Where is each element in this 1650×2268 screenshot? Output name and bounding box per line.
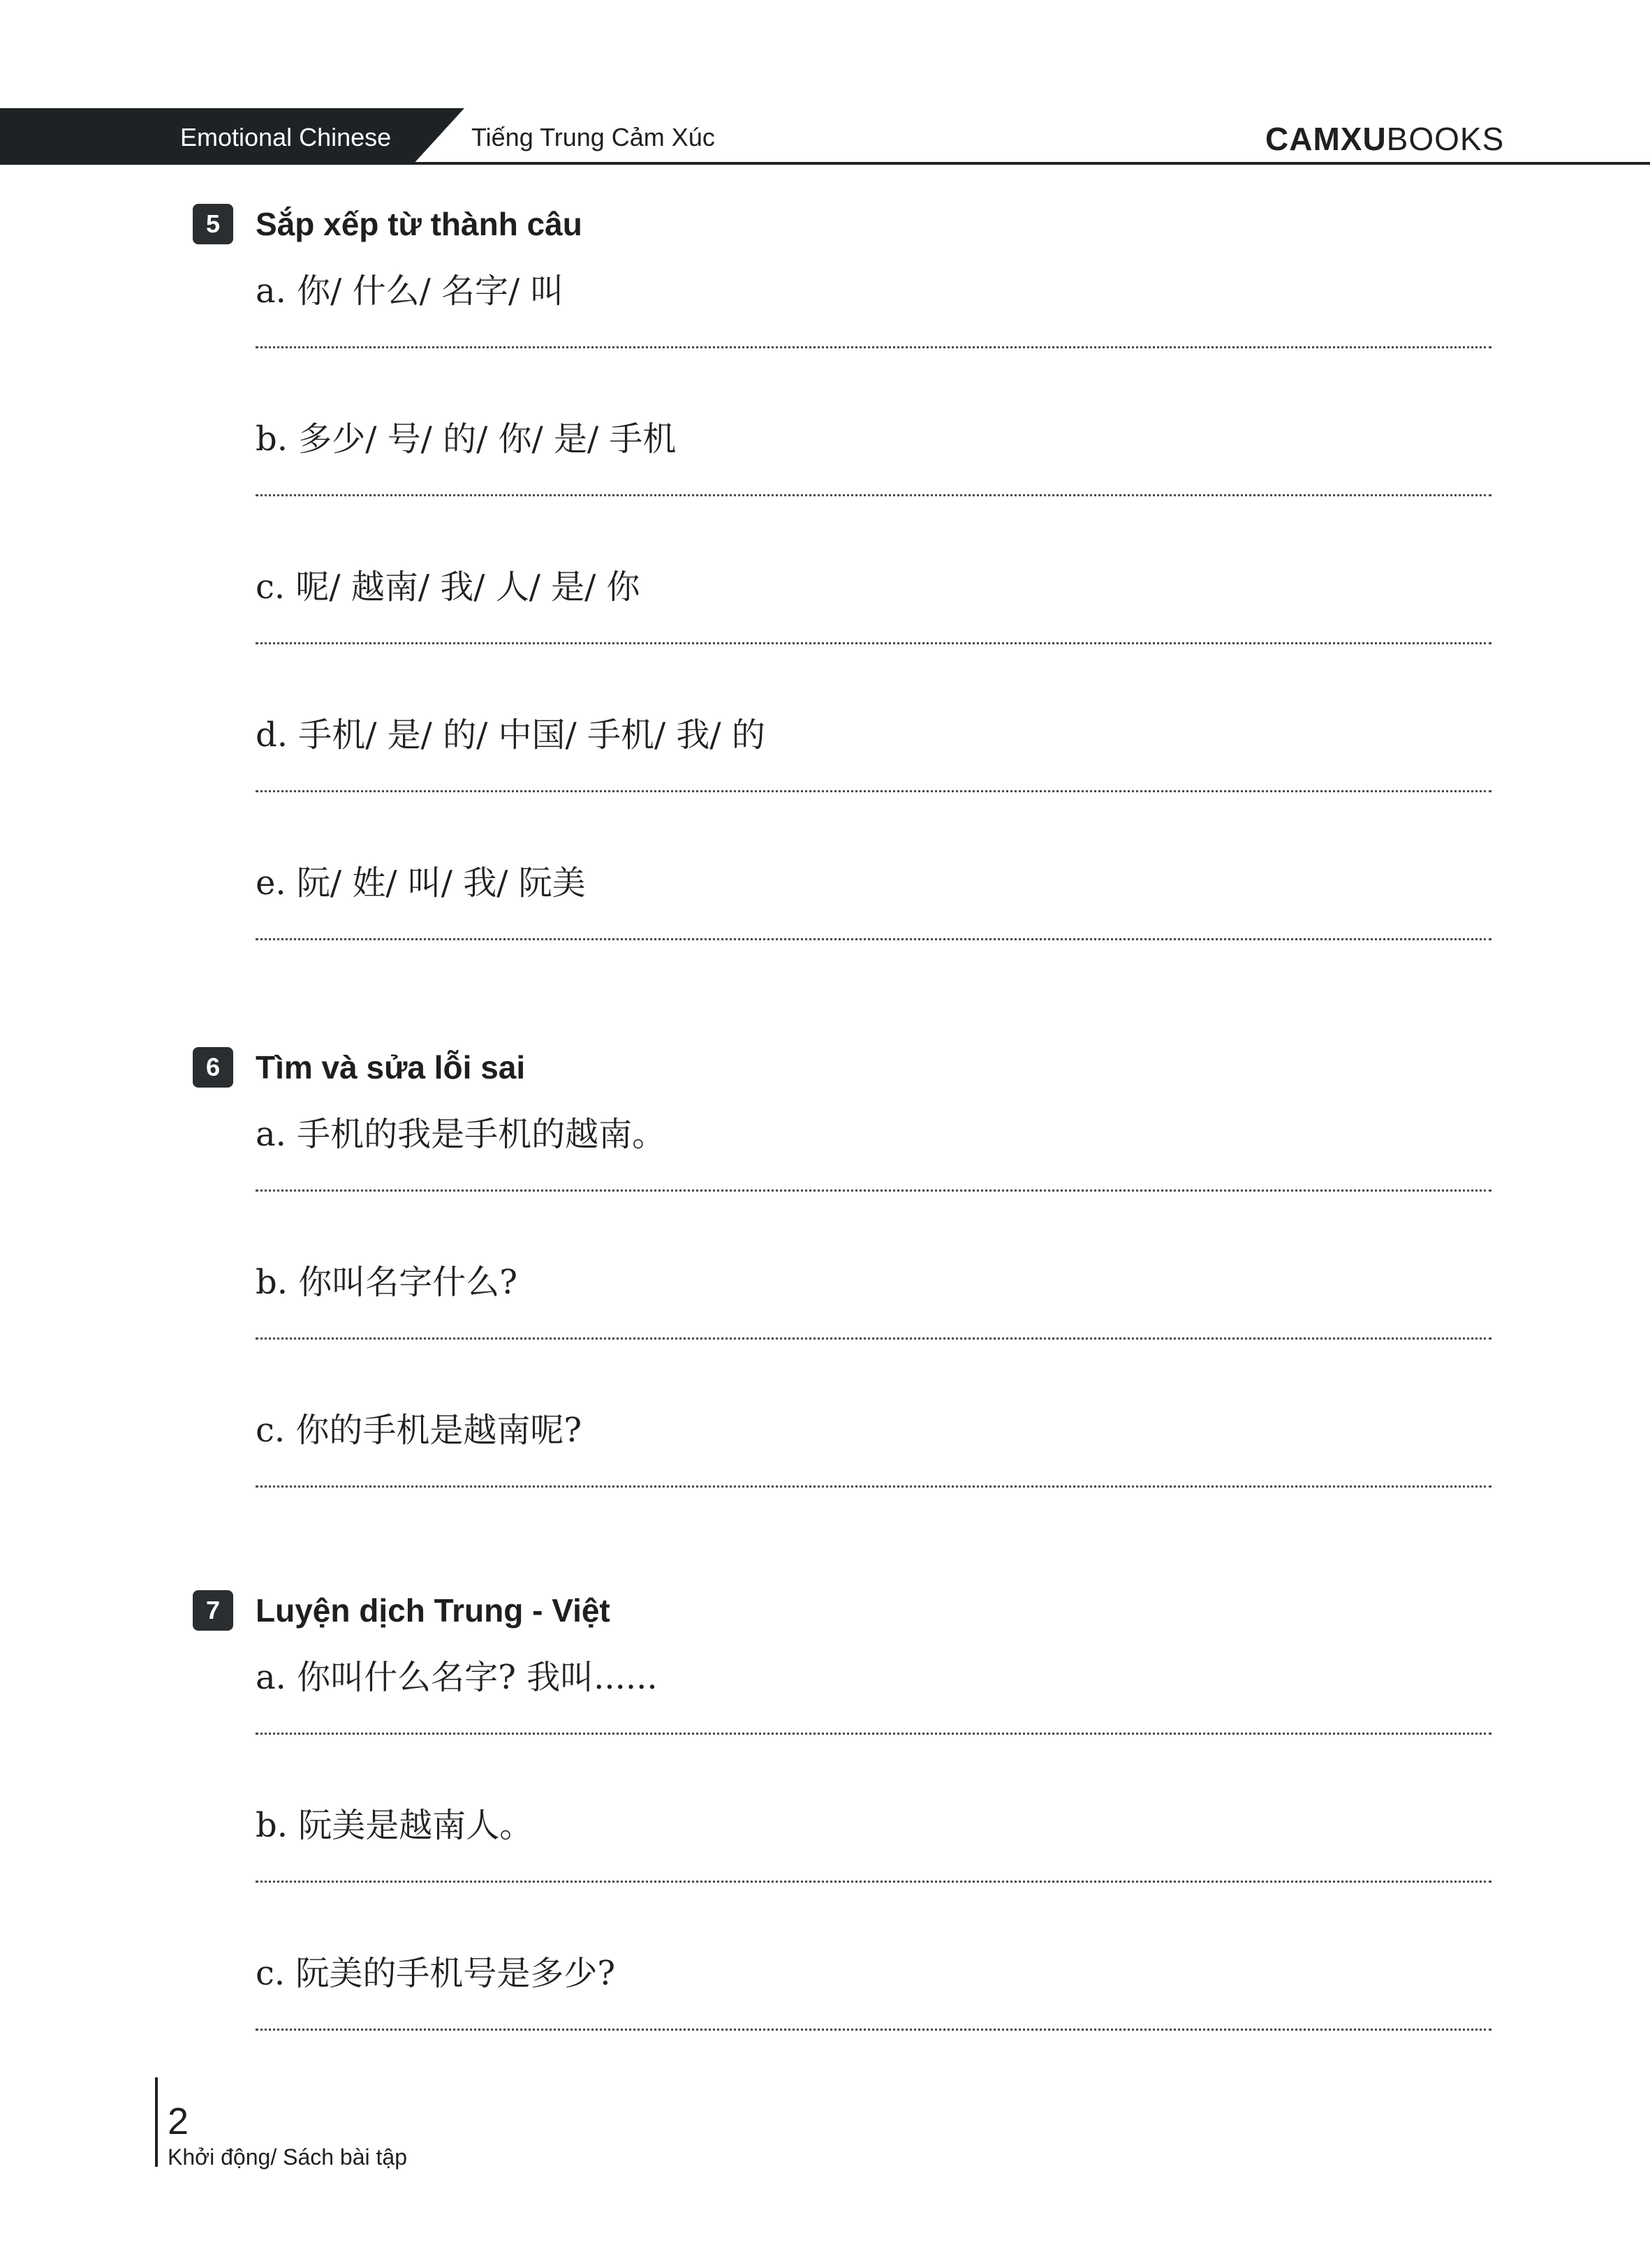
brand-logo-light: BOOKS bbox=[1386, 121, 1505, 157]
header-subtitle: Tiếng Trung Cảm Xúc bbox=[471, 123, 715, 151]
header-rule bbox=[0, 162, 1650, 165]
section-number-badge: 5 bbox=[193, 204, 233, 244]
brand-logo bbox=[1265, 120, 1504, 158]
answer-line[interactable] bbox=[256, 1337, 1491, 1340]
section-heading bbox=[193, 204, 1491, 249]
exercise-section-7 bbox=[193, 1590, 1491, 2079]
exercise-item bbox=[193, 692, 1491, 840]
exercise-item bbox=[193, 396, 1491, 544]
exercise-section-6 bbox=[193, 1047, 1491, 1536]
brand-logo-bold: CAMXU bbox=[1265, 121, 1387, 157]
exercise-item bbox=[193, 1931, 1491, 2079]
exercise-prompt: a. 你/ 什么/ 名字/ 叫 bbox=[256, 272, 564, 311]
section-heading bbox=[193, 1590, 1491, 1635]
exercise-item bbox=[193, 249, 1491, 396]
exercise-section-5 bbox=[193, 204, 1491, 988]
section-title: Tìm và sửa lỗi sai bbox=[256, 1049, 526, 1085]
footer-divider bbox=[155, 2077, 158, 2167]
exercise-prompt: a. 手机的我是手机的越南。 bbox=[256, 1115, 666, 1154]
exercise-item bbox=[193, 1388, 1491, 1536]
exercise-prompt: b. 你叫名字什么? bbox=[256, 1263, 517, 1302]
section-number-badge: 7 bbox=[193, 1590, 233, 1631]
exercise-item bbox=[193, 544, 1491, 692]
exercise-prompt: b. 阮美是越南人。 bbox=[256, 1806, 533, 1845]
answer-line[interactable] bbox=[256, 1189, 1491, 1192]
exercise-prompt: c. 阮美的手机号是多少? bbox=[256, 1954, 616, 1993]
header-tab-label: Emotional Chinese bbox=[180, 123, 392, 151]
exercise-item bbox=[193, 1635, 1491, 1783]
section-title: Sắp xếp từ thành câu bbox=[256, 206, 582, 242]
exercise-prompt: d. 手机/ 是/ 的/ 中国/ 手机/ 我/ 的 bbox=[256, 716, 765, 755]
exercise-item bbox=[193, 1240, 1491, 1388]
exercise-item bbox=[193, 1783, 1491, 1931]
exercise-prompt: b. 多少/ 号/ 的/ 你/ 是/ 手机 bbox=[256, 420, 677, 459]
section-number-badge: 6 bbox=[193, 1047, 233, 1088]
exercise-prompt: a. 你叫什么名字? 我叫...... bbox=[256, 1658, 658, 1697]
footer-label: Khởi động/ Sách bài tập bbox=[168, 2144, 407, 2170]
answer-line[interactable] bbox=[256, 1733, 1491, 1735]
answer-line[interactable] bbox=[256, 790, 1491, 792]
section-heading bbox=[193, 1047, 1491, 1092]
answer-line[interactable] bbox=[256, 494, 1491, 496]
exercise-item bbox=[193, 1092, 1491, 1240]
page-header bbox=[0, 0, 1650, 168]
answer-line[interactable] bbox=[256, 2029, 1491, 2031]
answer-line[interactable] bbox=[256, 346, 1491, 348]
section-title: Luyện dịch Trung - Việt bbox=[256, 1592, 610, 1629]
exercise-prompt: c. 你的手机是越南呢? bbox=[256, 1411, 582, 1450]
answer-line[interactable] bbox=[256, 642, 1491, 644]
answer-line[interactable] bbox=[256, 1881, 1491, 1883]
exercise-prompt: e. 阮/ 姓/ 叫/ 我/ 阮美 bbox=[256, 864, 586, 903]
answer-line[interactable] bbox=[256, 938, 1491, 940]
answer-line[interactable] bbox=[256, 1485, 1491, 1488]
page-number: 2 bbox=[168, 2100, 189, 2142]
exercise-item bbox=[193, 840, 1491, 988]
exercise-prompt: c. 呢/ 越南/ 我/ 人/ 是/ 你 bbox=[256, 568, 640, 607]
